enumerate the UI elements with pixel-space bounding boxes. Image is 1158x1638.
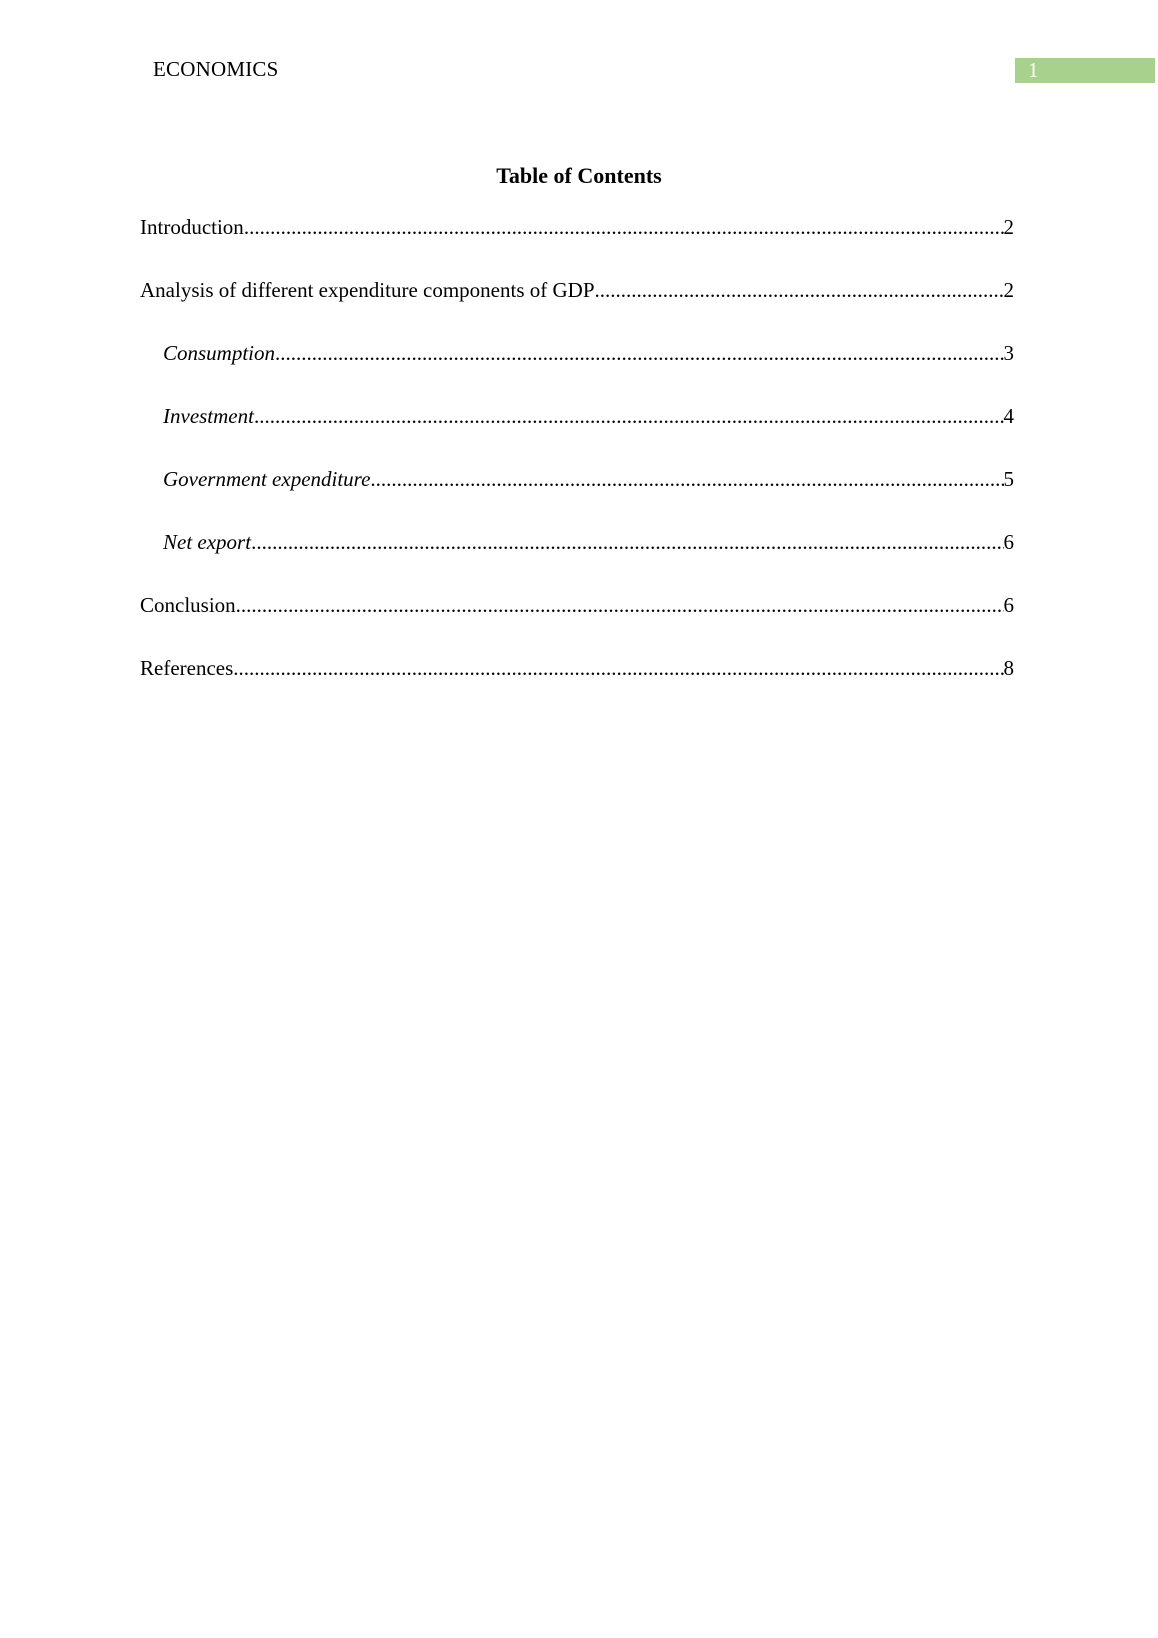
toc-entry-label: Introduction: [140, 215, 244, 239]
toc-dot-leader: [233, 654, 1003, 682]
toc-entry-analysis[interactable]: [140, 276, 1014, 339]
toc-dot-leader: [236, 591, 1004, 619]
toc-entry-page: 2: [1003, 215, 1014, 239]
toc-dot-leader: [251, 528, 1003, 556]
toc-entry-government-expenditure[interactable]: [140, 465, 1014, 528]
toc-entry-label: Government expenditure: [163, 467, 371, 491]
toc-entry-page: 6: [1003, 593, 1014, 617]
toc-entry-page: 6: [1003, 530, 1014, 554]
toc-dot-leader: [275, 339, 1003, 367]
toc-dot-leader: [244, 213, 1004, 241]
toc-entry-label: Net export: [163, 530, 252, 554]
toc-entry-page: 2: [1003, 278, 1014, 302]
toc-entry-consumption[interactable]: [140, 339, 1014, 402]
table-of-contents: [140, 213, 1014, 717]
toc-entry-label: References: [140, 656, 234, 680]
toc-entry-label: Consumption: [163, 341, 276, 365]
toc-entry-net-export[interactable]: [140, 528, 1014, 591]
toc-entry-conclusion[interactable]: [140, 591, 1014, 654]
toc-entry-page: 5: [1003, 467, 1014, 491]
toc-entry-introduction[interactable]: [140, 213, 1014, 276]
toc-entry-label: Conclusion: [140, 593, 236, 617]
toc-dot-leader: [254, 402, 1004, 430]
toc-entry-page: 4: [1003, 404, 1014, 428]
page-header: [0, 0, 1158, 100]
page-number-band: [1015, 58, 1155, 83]
toc-entry-investment[interactable]: [140, 402, 1014, 465]
header-title: ECONOMICS: [153, 57, 279, 81]
toc-dot-leader: [370, 465, 1003, 493]
page-number: 1: [1028, 58, 1039, 82]
toc-entry-references[interactable]: [140, 654, 1014, 717]
toc-dot-leader: [595, 276, 1004, 304]
toc-entry-page: 3: [1003, 341, 1014, 365]
toc-entry-label: Analysis of different expenditure components of GDP: [140, 278, 595, 302]
toc-entry-label: Investment: [163, 404, 254, 428]
toc-entry-page: 8: [1003, 656, 1014, 680]
toc-heading: Table of Contents: [496, 163, 662, 188]
